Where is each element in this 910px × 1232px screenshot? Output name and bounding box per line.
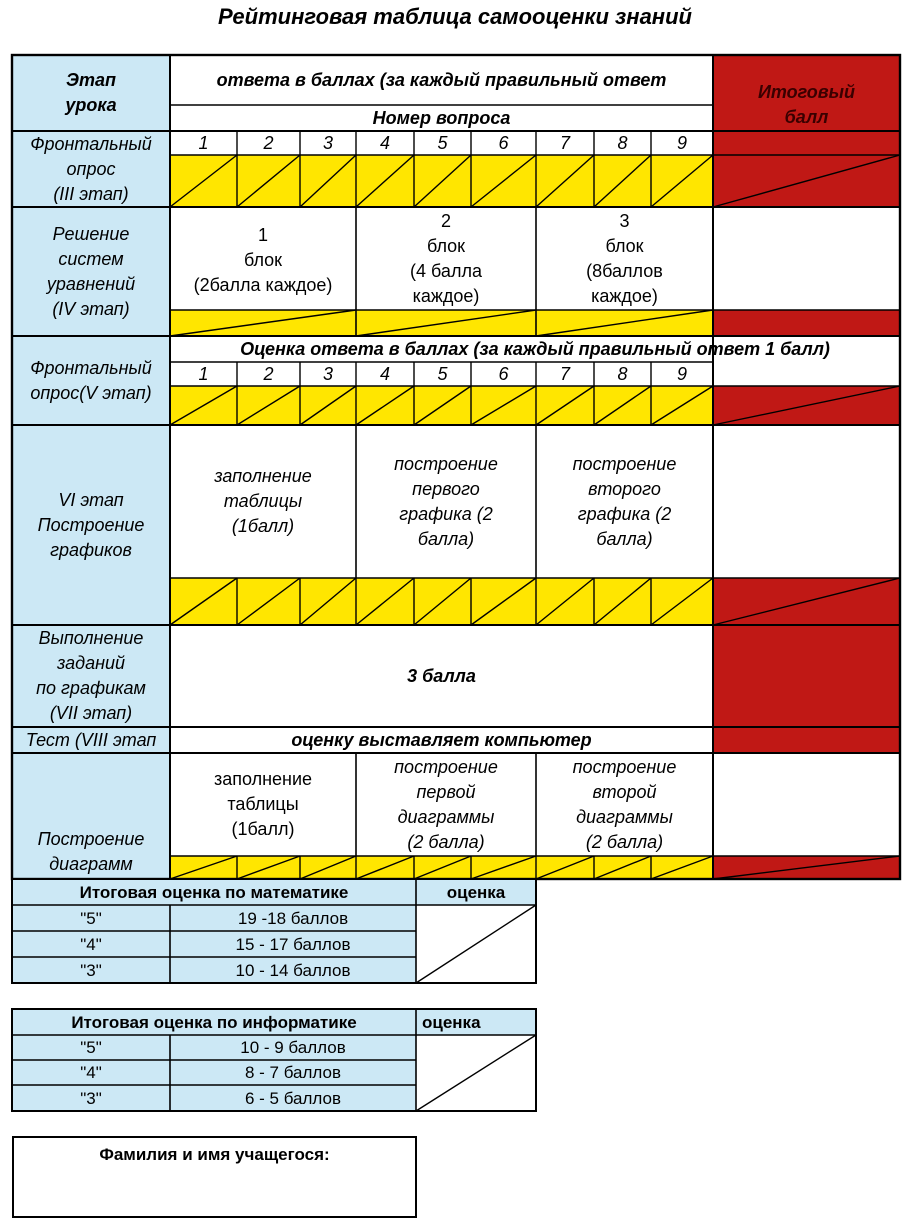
answer-cell[interactable] — [536, 856, 594, 879]
answer-cell[interactable] — [651, 578, 713, 625]
question-number: 4 — [356, 362, 414, 386]
grade-range: 8 - 7 баллов — [170, 1060, 416, 1085]
answer-cell[interactable] — [356, 386, 414, 425]
block-2: 2 блок (4 балла каждое) — [356, 207, 536, 310]
answer-cell[interactable] — [170, 155, 237, 207]
grade-label: "5" — [12, 905, 170, 931]
total-cell — [713, 727, 900, 753]
answer-cell[interactable] — [237, 155, 300, 207]
math-grade-cell[interactable] — [416, 905, 536, 983]
answer-cell[interactable] — [237, 386, 300, 425]
grade-label: "3" — [12, 957, 170, 983]
answer-cell[interactable] — [594, 386, 651, 425]
question-number: 7 — [536, 131, 594, 155]
math-grade-header: Итоговая оценка по математике — [12, 879, 416, 905]
grade-label: "4" — [12, 1060, 170, 1085]
stage-frontal-3: Фронтальный опрос (III этап) — [12, 131, 170, 207]
block-1: заполнение таблицы (1балл) — [170, 753, 356, 856]
block-1: 1 блок (2балла каждое) — [170, 207, 356, 310]
answer-cell[interactable] — [414, 578, 471, 625]
grade-label: "4" — [12, 931, 170, 957]
grade-label: "5" — [12, 1035, 170, 1060]
answer-cell[interactable] — [536, 310, 713, 336]
answer-cell[interactable] — [300, 856, 356, 879]
question-number-header: Номер вопроса — [170, 105, 713, 131]
score-header: ответа в баллах (за каждый правильный ответ — [170, 55, 713, 105]
question-number: 6 — [471, 362, 536, 386]
grade-range: 19 -18 баллов — [170, 905, 416, 931]
answer-cell[interactable] — [356, 856, 414, 879]
question-number: 9 — [651, 362, 713, 386]
answer-cell[interactable] — [414, 155, 471, 207]
answer-cell[interactable] — [536, 578, 594, 625]
total-cell — [713, 753, 900, 856]
answer-cell[interactable] — [356, 155, 414, 207]
question-number: 1 — [170, 362, 237, 386]
total-score-header: Итоговый балл — [713, 55, 900, 155]
question-number: 5 — [414, 131, 471, 155]
grade-label: "3" — [12, 1085, 170, 1111]
answer-cell[interactable] — [300, 155, 356, 207]
question-number: 1 — [170, 131, 237, 155]
answer-cell[interactable] — [237, 578, 300, 625]
student-name-label: Фамилия и имя учащегося: — [99, 1145, 330, 1164]
stage-systems-4: Решение систем уравнений (IV этап) — [12, 207, 170, 336]
grade-range: 6 - 5 баллов — [170, 1085, 416, 1111]
answer-cell[interactable] — [536, 155, 594, 207]
answer-cell[interactable] — [471, 856, 536, 879]
question-number: 2 — [237, 362, 300, 386]
grade-range: 10 - 14 баллов — [170, 957, 416, 983]
stage-test-8: Тест (VIII этап — [12, 727, 170, 753]
answer-cell[interactable] — [471, 386, 536, 425]
answer-cell[interactable] — [471, 155, 536, 207]
tasks-7-points: 3 балла — [170, 625, 713, 727]
total-cell — [713, 856, 900, 879]
total-cell — [713, 386, 900, 425]
answer-cell[interactable] — [237, 856, 300, 879]
block-3: построение второго графика (2 балла) — [536, 425, 713, 578]
math-grade-column: оценка — [416, 879, 536, 905]
answer-cell[interactable] — [414, 856, 471, 879]
answer-cell[interactable] — [651, 856, 713, 879]
answer-cell[interactable] — [594, 155, 651, 207]
page-title: Рейтинговая таблица самооценки знаний — [218, 4, 692, 29]
answer-cell[interactable] — [170, 386, 237, 425]
answer-cell[interactable] — [170, 578, 237, 625]
answer-cell[interactable] — [536, 386, 594, 425]
answer-cell[interactable] — [471, 578, 536, 625]
answer-cell[interactable] — [594, 578, 651, 625]
block-1: заполнение таблицы (1балл) — [170, 425, 356, 578]
total-cell — [713, 155, 900, 207]
total-cell — [713, 310, 900, 336]
block-3: 3 блок (8баллов каждое) — [536, 207, 713, 310]
stage-column-header: Этап урока — [12, 55, 170, 131]
question-number: 2 — [237, 131, 300, 155]
block-3: построение второй диаграммы (2 балла) — [536, 753, 713, 856]
informatics-grade-header: Итоговая оценка по информатике — [12, 1009, 416, 1035]
question-number: 8 — [594, 131, 651, 155]
total-cell — [713, 207, 900, 310]
answer-cell[interactable] — [651, 155, 713, 207]
student-name-box[interactable] — [12, 1136, 417, 1218]
question-number: 5 — [414, 362, 471, 386]
informatics-grade-column: оценка — [416, 1009, 536, 1035]
stage-tasks-7: Выполнение заданий по графикам (VII этап) — [12, 625, 170, 727]
answer-cell[interactable] — [356, 310, 536, 336]
question-number: 9 — [651, 131, 713, 155]
grade-range: 10 - 9 баллов — [170, 1035, 416, 1060]
answer-cell[interactable] — [170, 310, 356, 336]
question-number: 8 — [594, 362, 651, 386]
answer-cell[interactable] — [414, 386, 471, 425]
question-number: 7 — [536, 362, 594, 386]
total-cell — [713, 362, 900, 386]
test-8-note: оценку выставляет компьютер — [170, 727, 713, 753]
total-cell — [713, 578, 900, 625]
answer-cell[interactable] — [356, 578, 414, 625]
informatics-grade-cell[interactable] — [416, 1035, 536, 1111]
answer-cell[interactable] — [594, 856, 651, 879]
answer-cell[interactable] — [300, 578, 356, 625]
question-number: 3 — [300, 362, 356, 386]
stage-graphs-6: VI этап Построение графиков — [12, 425, 170, 625]
question-number: 4 — [356, 131, 414, 155]
frontal-5-header: Оценка ответа в баллах (за каждый правильный ответ 1 балл) — [170, 336, 900, 362]
total-cell — [713, 425, 900, 578]
total-cell — [713, 625, 900, 727]
question-number: 3 — [300, 131, 356, 155]
grade-range: 15 - 17 баллов — [170, 931, 416, 957]
answer-cell[interactable] — [651, 386, 713, 425]
block-2: построение первого графика (2 балла) — [356, 425, 536, 578]
answer-cell[interactable] — [300, 386, 356, 425]
stage-frontal-5: Фронтальный опрос(V этап) — [12, 336, 170, 425]
question-number: 6 — [471, 131, 536, 155]
block-2: построение первой диаграммы (2 балла) — [356, 753, 536, 856]
stage-diagrams: Построение диаграмм — [12, 753, 170, 879]
answer-cell[interactable] — [170, 856, 237, 879]
